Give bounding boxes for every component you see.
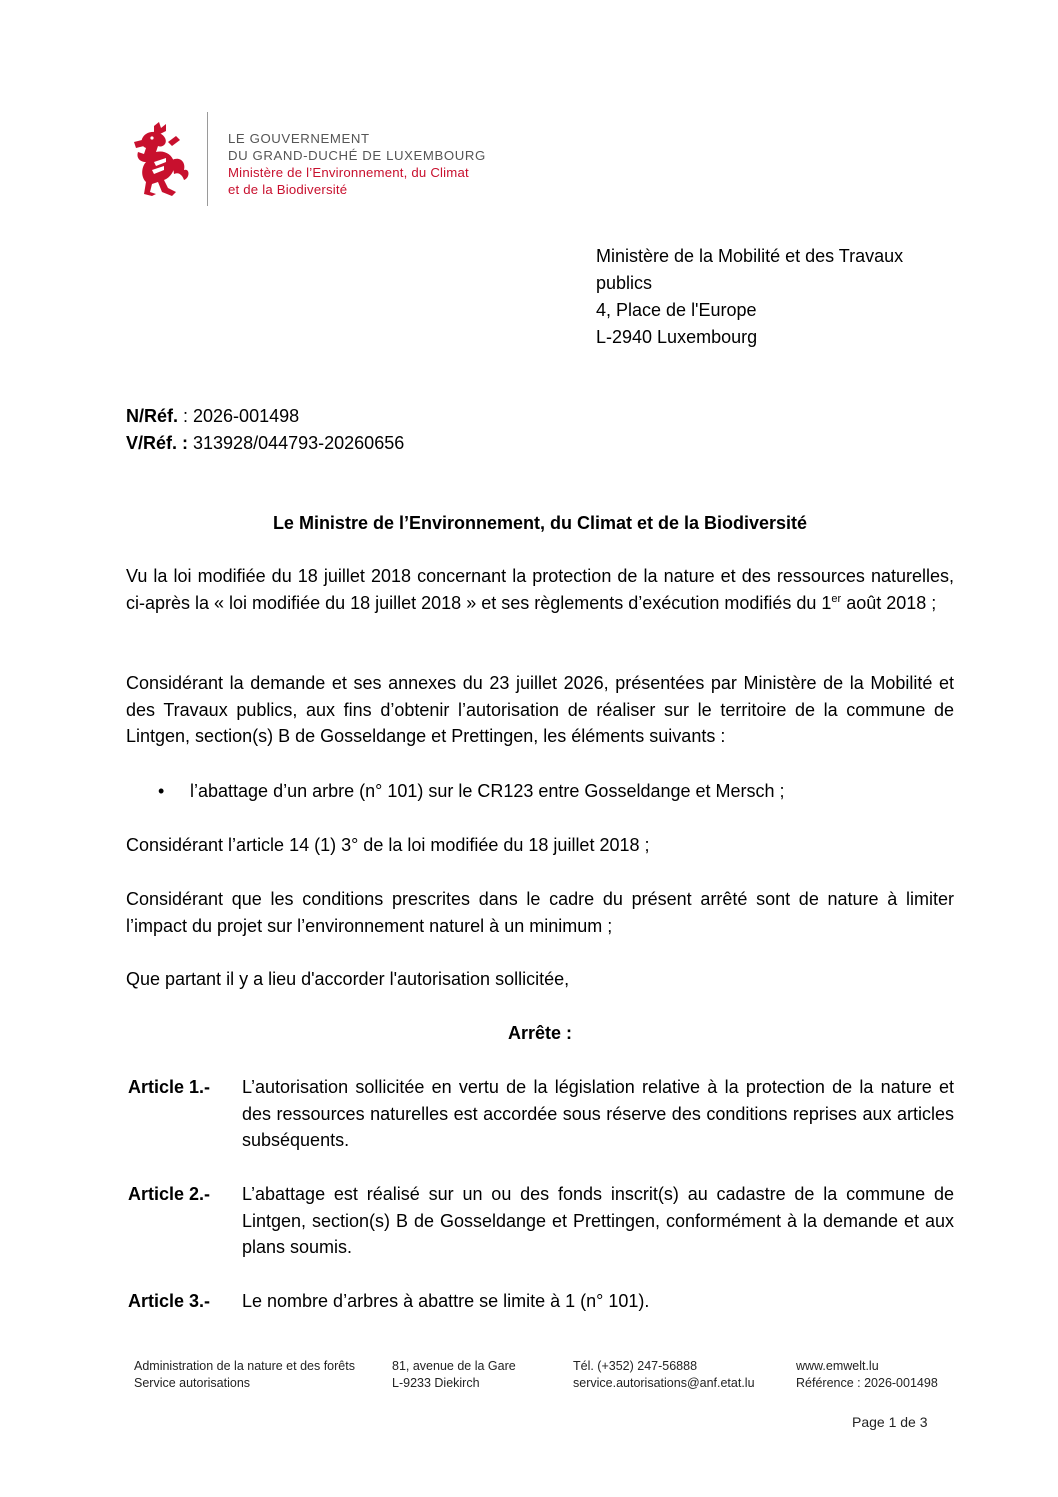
your-reference-value: 313928/044793-20260656 [188,433,405,453]
paragraph-request: Considérant la demande et ses annexes du 23 juillet 2026, présentées par Ministère de la Mobilité et des Travaux publics, aux fins d’obtenir l’autorisation de réaliser sur le territoire de la commune de Lintgen, section(s) B de Gosseldange et Prettingen, les éléments suivants : [126,673,954,746]
footer-administration [134,1358,355,1392]
footer-line: 81, avenue de la Gare [392,1359,516,1373]
our-reference-label: N/Réf. [126,406,179,426]
article-text: L’autorisation sollicitée en vertu de la législation relative à la protection de la nature et des ressources naturelles est accordée sous réserve des conditions reprises aux articles subséquents. [242,1077,954,1150]
addressee-line: publics [596,273,653,293]
bullet-marker: • [158,781,165,801]
ministry-name-line1: Ministère de l’Environnement, du Climat [228,165,469,180]
footer-email: service.autorisations@anf.etat.lu [573,1376,755,1390]
footer-website [796,1358,938,1392]
our-reference [126,403,404,430]
paragraph-text: août 2018 ; [841,592,937,613]
addressee-line: L-2940 Luxembourg [596,327,758,347]
footer-contact [573,1358,755,1392]
footer-url: www.emwelt.lu [796,1359,879,1373]
article-text: L’abattage est réalisé sur un ou des fonds inscrit(s) au cadastre de la commune de Lintgen, section(s) B de Gosseldange et Prettingen, conformément à la demande et aux plans soumis. [242,1184,954,1257]
footer-address [392,1358,516,1392]
footer-line: Service autorisations [134,1376,251,1390]
reference-block [126,403,404,457]
paragraph-conclusion: Que partant il y a lieu d'accorder l'autorisation sollicitée, [126,969,570,989]
paragraph-conditions: Considérant que les conditions prescrites dans le cadre du présent arrêté sont de nature à limiter l’impact du projet sur l’environnement naturel à un minimum ; [126,889,954,936]
your-reference [126,430,404,457]
article-label: Article 1.- [128,1077,211,1097]
footer-reference: Référence : 2026-001498 [796,1376,938,1390]
paragraph-article-reference: Considérant l’article 14 (1) 3° de la loi modifiée du 18 juillet 2018 ; [126,835,650,855]
bullet-item: l’abattage d’un arbre (n° 101) sur le CR123 entre Gosseldange et Mersch ; [190,781,785,801]
article-label: Article 3.- [128,1291,211,1311]
paragraph-legal-basis [126,563,954,616]
ministry-name-line2: et de la Biodiversité [228,182,348,197]
red-lion-crest-icon [132,122,190,196]
government-name-line1: LE GOUVERNEMENT [228,131,370,146]
logo-divider [207,112,208,206]
footer-line: L-9233 Diekirch [392,1376,480,1390]
footer-phone: Tél. (+352) 247-56888 [573,1359,698,1373]
addressee-block [596,243,956,351]
addressee-line: Ministère de la Mobilité et des Travaux [596,246,904,266]
your-reference-label: V/Réf. : [126,433,189,453]
page-number: Page 1 de 3 [852,1414,928,1430]
addressee-line: 4, Place de l'Europe [596,300,757,320]
government-logo-text [228,130,486,198]
paragraph-text: Vu la loi modifiée du 18 juillet 2018 concernant la protection de la nature et des ressources naturelles, ci-après la « loi modifiée du 18 juillet 2018 » et ses règlements d’exécution modifiés du 1 [126,566,954,613]
our-reference-value: : 2026-001498 [178,406,300,426]
document-title: Le Ministre de l’Environnement, du Climat et de la Biodiversité [272,513,808,533]
government-name-line2: DU GRAND-DUCHÉ DE LUXEMBOURG [228,148,486,163]
article-text: Le nombre d’arbres à abattre se limite à 1 (n° 101). [242,1291,650,1311]
arrete-heading: Arrête : [507,1023,573,1043]
article-label: Article 2.- [128,1184,211,1204]
footer-line: Administration de la nature et des forêts [134,1359,355,1373]
superscript: er [831,592,842,605]
